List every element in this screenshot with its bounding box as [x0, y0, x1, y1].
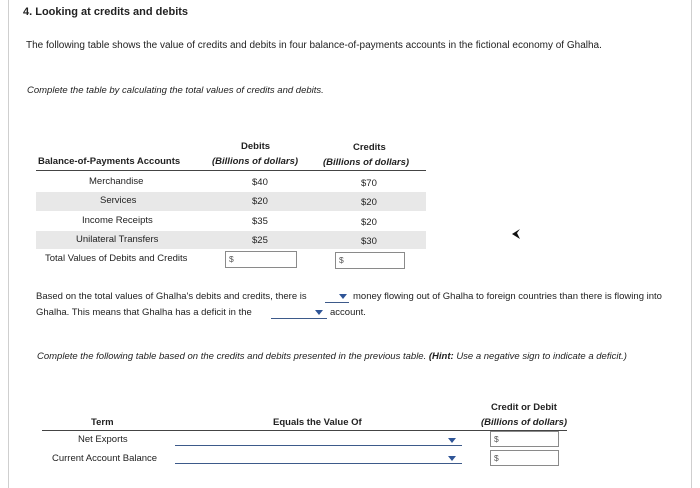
table-row-account: Income Receipts — [82, 215, 153, 226]
chevron-down-icon — [315, 310, 323, 315]
current-account-dropdown[interactable] — [175, 451, 462, 464]
table-row-debit: $35 — [252, 216, 268, 227]
header-debits-unit: (Billions of dollars) — [212, 156, 299, 167]
question-panel — [8, 0, 692, 488]
sentence-part1: Based on the total values of Ghalha's debits and credits, there is — [36, 291, 307, 302]
table-row-account: Unilateral Transfers — [76, 234, 159, 245]
header-credit-or-debit-unit: (Billions of dollars) — [481, 417, 568, 428]
chevron-down-icon — [448, 438, 456, 443]
intro-text: The following table shows the value of credits and debits in four balance-of-payments accounts in the fictional economy of Ghalha. — [26, 40, 602, 51]
dollar-sign: $ — [229, 254, 234, 264]
current-account-amount-input[interactable] — [490, 450, 559, 466]
instruction-text: Complete the table by calculating the total values of credits and debits. — [27, 85, 324, 96]
header-credits-unit: (Billions of dollars) — [323, 157, 410, 168]
dollar-sign: $ — [339, 255, 344, 265]
account-dropdown[interactable] — [271, 306, 327, 319]
sentence-part2: money flowing out of Ghalha to foreign countries than there is flowing into — [353, 291, 662, 302]
header-rule — [36, 170, 426, 171]
net-exports-dropdown[interactable] — [175, 433, 462, 446]
table-row-debit: $40 — [252, 177, 268, 188]
hint-text: Use a negative sign to indicate a deficit.) — [456, 351, 627, 362]
header-accounts: Balance-of-Payments Accounts — [38, 156, 181, 167]
table-row-account: Services — [100, 195, 137, 206]
table-row-debit: $25 — [252, 235, 268, 246]
header-credits: Credits — [353, 142, 386, 153]
sentence-part3: Ghalha. This means that Ghalha has a deficit in the — [36, 307, 252, 318]
table-row-credit: $70 — [361, 178, 377, 189]
table-row-credit: $20 — [361, 197, 377, 208]
header-rule — [42, 430, 567, 431]
total-debits-input[interactable] — [225, 251, 297, 268]
total-label: Total Values of Debits and Credits — [45, 253, 188, 264]
header-debits: Debits — [241, 141, 271, 152]
total-credits-input[interactable] — [335, 252, 405, 269]
hint-label: (Hint: — [428, 351, 454, 362]
instruction2-main: Complete the following table based on the credits and debits presented in the previous table. — [37, 351, 427, 362]
header-credit-or-debit: Credit or Debit — [491, 402, 557, 413]
header-equals: Equals the Value Of — [273, 417, 362, 428]
dollar-sign: $ — [494, 434, 499, 444]
table-row-debit: $20 — [252, 196, 268, 207]
instruction2-text — [37, 351, 627, 362]
net-exports-amount-input[interactable] — [490, 431, 559, 447]
sentence-part4: account. — [330, 307, 366, 318]
table-row-credit: $20 — [361, 217, 377, 228]
question-title: 4. Looking at credits and debits — [23, 6, 189, 18]
chevron-down-icon — [448, 456, 456, 461]
table-row-term: Current Account Balance — [52, 453, 158, 464]
table-row-term: Net Exports — [78, 434, 128, 445]
table-row-account: Merchandise — [89, 176, 144, 187]
dollar-sign: $ — [494, 453, 499, 463]
amount-dropdown[interactable] — [325, 290, 349, 303]
header-term: Term — [91, 417, 114, 428]
mouse-pointer-icon — [511, 228, 521, 240]
chevron-down-icon — [339, 294, 347, 299]
table-row-credit: $30 — [361, 236, 377, 247]
